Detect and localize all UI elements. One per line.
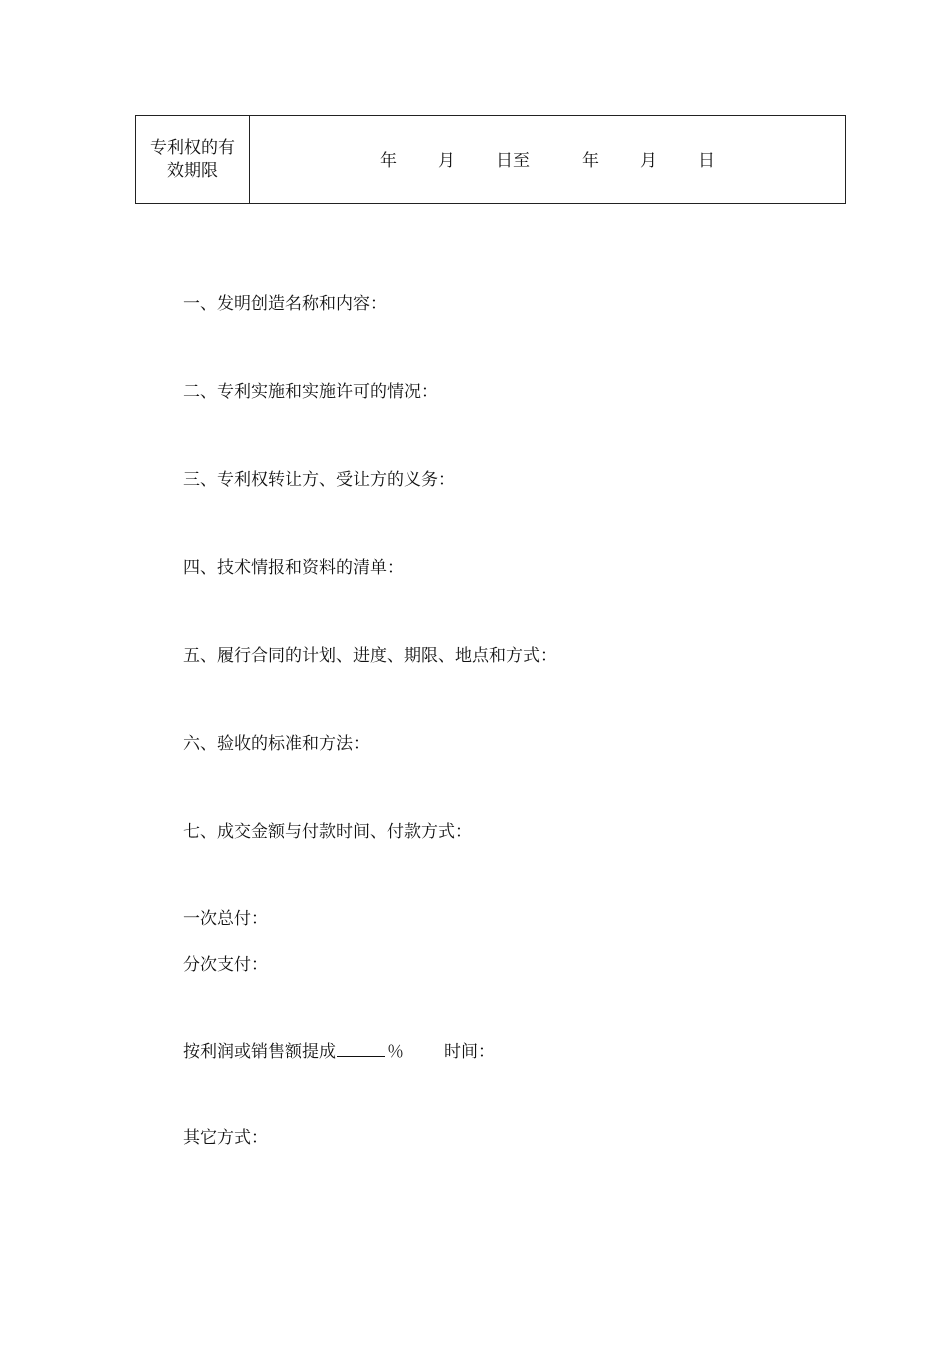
section-heading-6: 六、验收的标准和方法： <box>183 734 370 754</box>
section-heading-2: 二、专利实施和实施许可的情况： <box>183 382 438 402</box>
royalty-time-label: 时间： <box>444 1042 495 1062</box>
start-month-label: 月 <box>438 151 455 171</box>
installment-payment: 分次支付： <box>183 955 268 975</box>
start-year-label: 年 <box>380 151 397 171</box>
section-heading-5: 五、履行合同的计划、进度、期限、地点和方式： <box>183 646 557 666</box>
start-day-to-label: 日至 <box>496 151 530 171</box>
royalty-percent-blank[interactable] <box>337 1039 385 1057</box>
end-year-label: 年 <box>582 151 599 171</box>
royalty-payment-line <box>183 1039 495 1063</box>
royalty-percent-sign: ％ <box>387 1042 404 1062</box>
end-month-label: 月 <box>640 151 657 171</box>
section-heading-3: 三、专利权转让方、受让方的义务： <box>183 470 455 490</box>
royalty-prefix: 按利润或销售额提成 <box>183 1042 336 1062</box>
validity-period-table <box>135 115 846 204</box>
end-day-label: 日 <box>698 151 715 171</box>
section-heading-1: 一、发明创造名称和内容： <box>183 294 387 314</box>
validity-label-cell <box>136 116 250 203</box>
other-payment-method: 其它方式： <box>183 1128 268 1148</box>
validity-label: 专利权的有效期限 <box>150 137 235 181</box>
section-heading-7: 七、成交金额与付款时间、付款方式： <box>183 822 472 842</box>
validity-date-cell <box>250 116 845 203</box>
section-heading-4: 四、技术情报和资料的清单： <box>183 558 404 578</box>
lump-sum-payment: 一次总付： <box>183 909 268 929</box>
